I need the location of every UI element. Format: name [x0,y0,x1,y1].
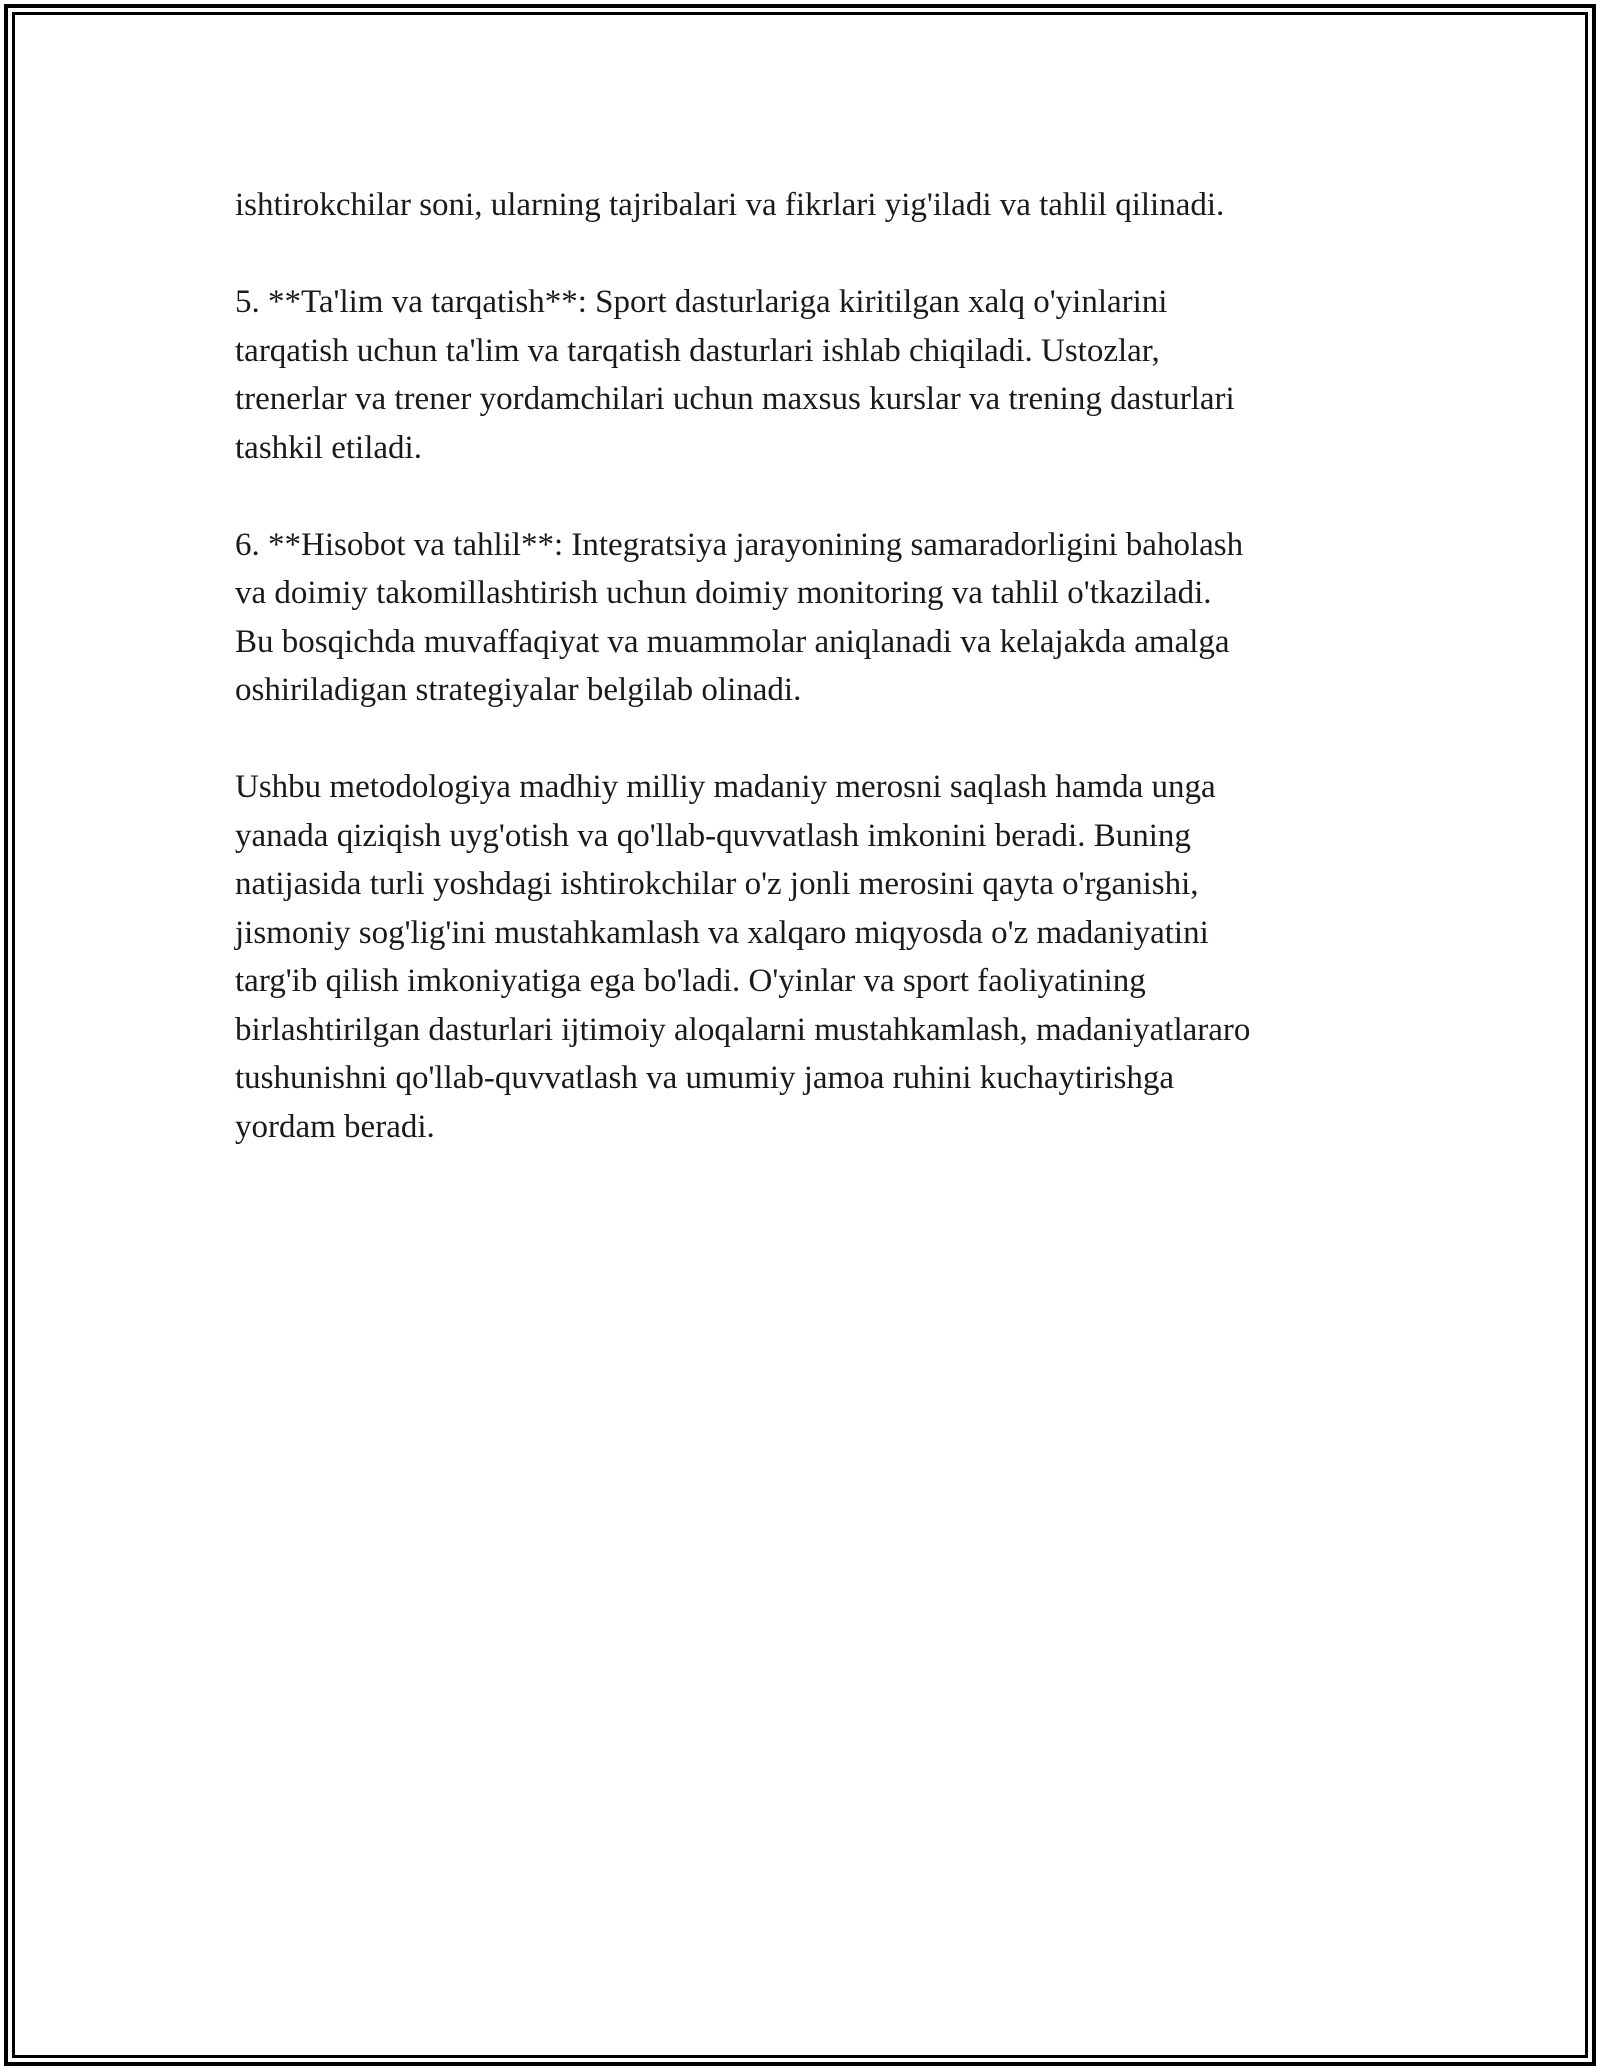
document-body [235,181,1375,1200]
paragraph-step-5: 5. **Ta'lim va tarqatish**: Sport dasturlariga kiritilgan xalq o'yinlarini tarqatish uchun ta'lim va tarqatish dasturlari ishlab chiqiladi. Ustozlar, trenerlar va trener yordamchilari uchun maxsus kurslar va trening dasturlari tashkil etiladi. [235,284,1235,466]
paragraph-continuation: ishtirokchilar soni, ularning tajribalari va fikrlari yig'iladi va tahlil qilinadi. [235,187,1225,223]
paragraph-step-6: 6. **Hisobot va tahlil**: Integratsiya jarayonining samaradorligini baholash va doimiy takomillashtirish uchun doimiy monitoring va tahlil o'tkaziladi. Bu bosqichda muvaffaqiyat va muammolar aniqlanadi va kelajakda amalga oshiriladigan strategiyalar belgilab olinadi. [235,526,1244,708]
paragraph-conclusion: Ushbu metodologiya madhiy milliy madaniy merosni saqlash hamda unga yanada qiziqish uyg'otish va qo'llab-quvvatlash imkonini beradi. Buning natijasida turli yoshdagi ishtirokchilar o'z jonli merosini qayta o'rganishi, jismoniy sog'lig'ini mustahkamlash va xalqaro miqyosda o'z madaniyatini targ'ib qilish imkoniyatiga ega bo'ladi. O'yinlar va sport faoliyatining birlashtirilgan dasturlari ijtimoiy aloqalarni mustahkamlash, madaniyatlararo tushunishni qo'llab-quvvatlash va umumiy jamoa ruhini kuchaytirishga yordam beradi. [235,769,1251,1145]
